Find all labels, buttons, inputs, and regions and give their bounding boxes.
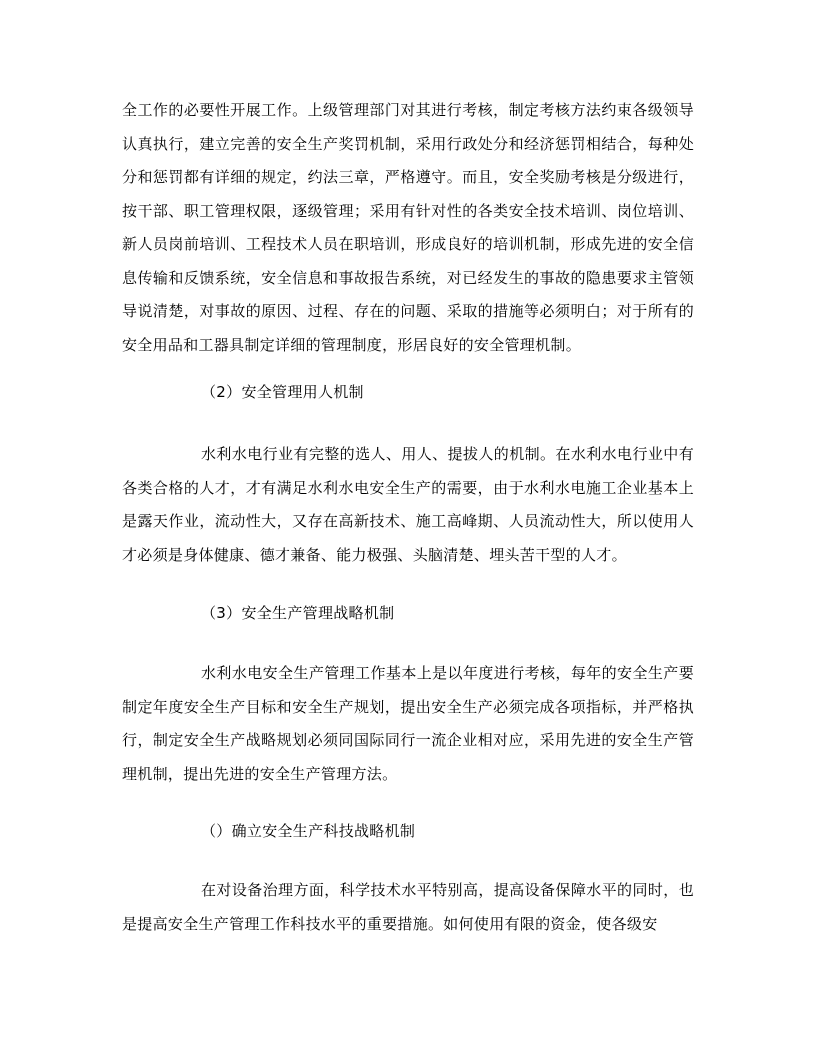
section-heading: （2）安全管理用人机制	[201, 383, 364, 401]
section-heading: （3）安全生产管理战略机制	[201, 604, 395, 622]
body-paragraph: 水利水电安全生产管理工作基本上是以年度进行考核，每年的安全生产要制定年度安全生产目标和安全生产规划，提出安全生产必须完成各项指标，并严格执行，制定安全生产战略规划必须同国际同行一流企业相对应，采用先进的安全生产管理机制，提出先进的安全生产管理方法。	[122, 664, 694, 783]
body-paragraph: 水利水电行业有完整的选人、用人、提拔人的机制。在水利水电行业中有各类合格的人才，才有满足水利水电安全生产的需要，由于水利水电施工企业基本上是露天作业，流动性大，又存在高新技术、施工高峰期、人员流动性大，所以使用人才必须是身体健康、德才兼备、能力极强、头脑清楚、埋头苦干型的人才。	[122, 445, 694, 564]
body-paragraph: 全工作的必要性开展工作。上级管理部门对其进行考核，制定考核方法约束各级领导认真执行，建立完善的安全生产奖罚机制，采用行政处分和经济惩罚相结合，每种处分和惩罚都有详细的规定，约法三章，严格遵守。而且，安全奖励考核是分级进行，按干部、职工管理权限，逐级管理；采用有针对性的各类安全技术培训、岗位培训、新人员岗前培训、工程技术人员在职培训，形成良好的培训机制，形成先进的安全信息传输和反馈系统，安全信息和事故报告系统，对已经发生的事故的隐患要求主管领导说清楚，对事故的原因、过程、存在的问题、采取的措施等必须明白；对于所有的安全用品和工器具制定详细的管理制度，形居良好的安全管理机制。	[122, 101, 694, 354]
body-paragraph: 在对设备治理方面，科学技术水平特别高，提高设备保障水平的同时，也是提高安全生产管理工作科技水平的重要措施。如何使用有限的资金，使各级安	[122, 881, 694, 933]
section-heading: （）确立安全生产科技战略机制	[201, 822, 416, 840]
